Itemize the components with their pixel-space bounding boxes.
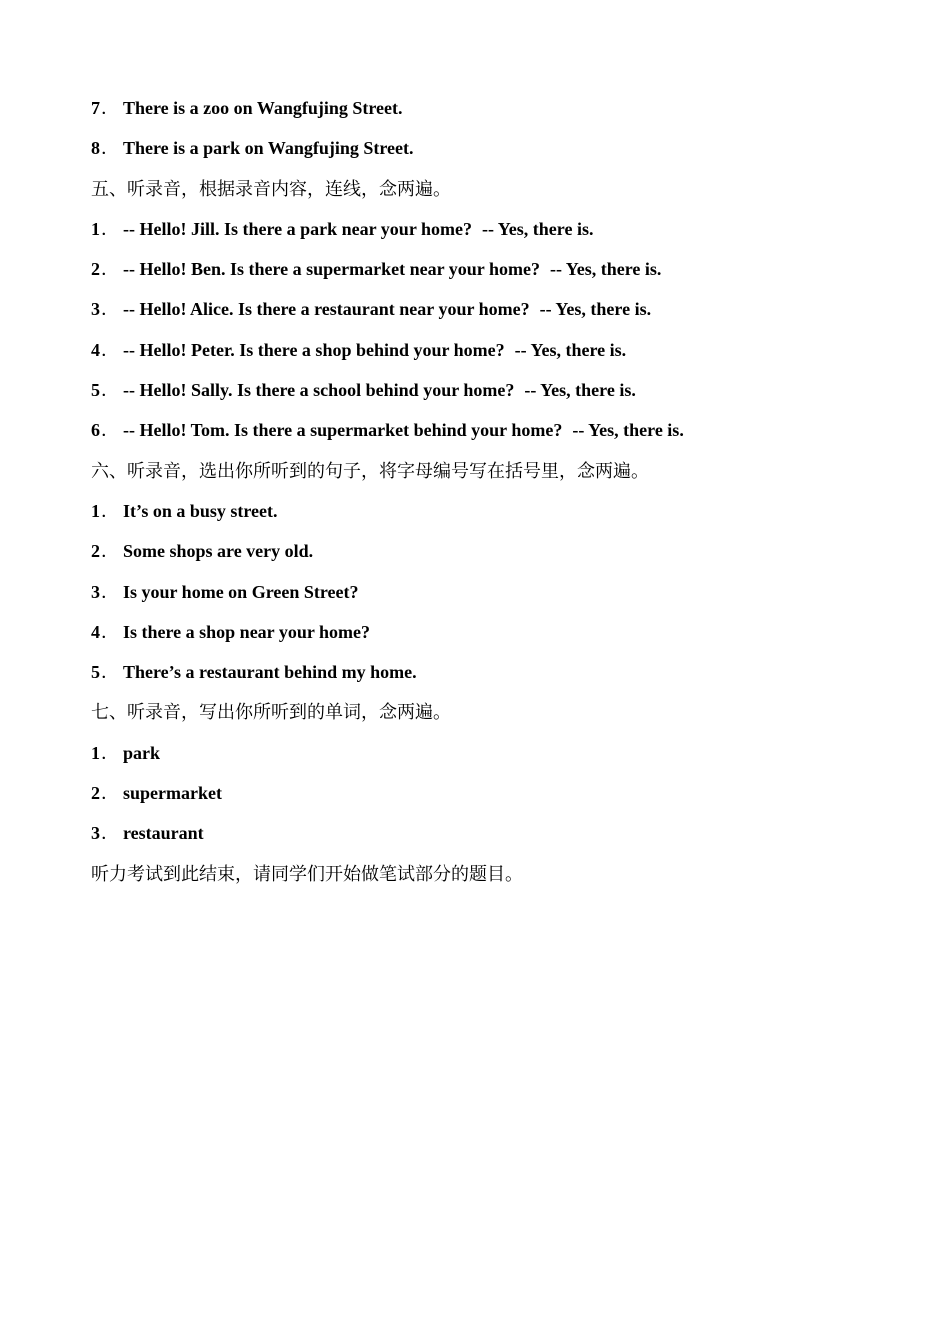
dialog-answer: -- Yes, there is. (481, 218, 594, 239)
dialog-question: -- Hello! Ben. Is there a supermarket near your home? (123, 259, 540, 280)
section-heading: 六、听录音，选出你所听到的句子，将字母编号写在括号里，念两遍。 (91, 460, 649, 481)
item-line (91, 821, 891, 861)
item-text: Some shops are very old. (123, 541, 314, 562)
item-text: park (123, 742, 161, 763)
item-text: It’s on a busy street. (123, 500, 278, 521)
item-line (91, 580, 891, 620)
item-line (91, 136, 891, 176)
item-number: 7 (91, 98, 100, 118)
dialog-line (91, 378, 891, 418)
dialog-line (91, 297, 891, 337)
item-number: 6 (91, 420, 100, 441)
section-heading: 七、听录音，写出你所听到的单词，念两遍。 (91, 702, 451, 723)
item-number: 3 (91, 823, 100, 844)
dialog-line (91, 418, 891, 458)
item-number: 4 (91, 339, 100, 360)
dialog-line (91, 217, 891, 257)
dialog-answer: -- Yes, there is. (514, 339, 627, 360)
item-separator: ． (101, 662, 119, 683)
section-heading: 五、听录音，根据录音内容，连线，念两遍。 (91, 178, 451, 199)
item-separator: ． (101, 783, 119, 804)
item-line (91, 660, 891, 700)
item-line (91, 499, 891, 539)
item-line (91, 741, 891, 781)
item-line (91, 96, 891, 136)
item-text: There is a park on Wangfujing Street. (123, 138, 414, 159)
dialog-answer: -- Yes, there is. (549, 259, 662, 280)
item-separator: ． (101, 380, 119, 401)
document-page (91, 96, 891, 902)
item-line (91, 620, 891, 660)
item-number: 1 (91, 742, 100, 763)
item-number: 1 (91, 500, 100, 521)
item-line (91, 539, 891, 579)
item-separator: ． (101, 299, 119, 320)
item-separator: ． (101, 500, 119, 521)
item-separator: ． (101, 259, 119, 280)
item-separator: ． (101, 581, 119, 602)
dialog-answer: -- Yes, there is. (539, 299, 652, 320)
item-separator: ． (101, 339, 119, 360)
item-text: restaurant (123, 823, 204, 844)
dialog-question: -- Hello! Sally. Is there a school behind your home? (123, 380, 515, 401)
item-line (91, 781, 891, 821)
item-number: 2 (91, 259, 100, 280)
item-number: 2 (91, 783, 100, 804)
dialog-line (91, 338, 891, 378)
item-separator: ． (101, 742, 119, 763)
dialog-answer: -- Yes, there is. (524, 380, 636, 401)
item-separator: ． (101, 420, 119, 441)
item-separator: ． (101, 621, 119, 642)
dialog-question: -- Hello! Peter. Is there a shop behind your home? (123, 339, 505, 360)
item-number: 5 (91, 380, 100, 401)
item-number: 5 (91, 662, 100, 683)
item-separator: ． (101, 541, 119, 562)
dialog-answer: -- Yes, there is. (572, 420, 684, 441)
item-text: There is a zoo on Wangfujing Street. (123, 98, 403, 118)
closing-note: 听力考试到此结束，请同学们开始做笔试部分的题目。 (91, 863, 523, 884)
item-separator: ． (101, 138, 119, 159)
item-number: 3 (91, 581, 100, 602)
item-separator: ． (101, 218, 119, 239)
item-text: There’s a restaurant behind my home. (123, 662, 417, 683)
item-text: Is your home on Green Street? (123, 581, 359, 602)
dialog-question: -- Hello! Jill. Is there a park near your home? (123, 218, 472, 239)
item-separator: ． (101, 98, 119, 118)
item-number: 3 (91, 299, 100, 320)
item-number: 4 (91, 621, 100, 642)
dialog-question: -- Hello! Alice. Is there a restaurant near your home? (123, 299, 530, 320)
item-text: supermarket (123, 783, 222, 804)
dialog-question: -- Hello! Tom. Is there a supermarket behind your home? (123, 420, 563, 441)
item-text: Is there a shop near your home? (123, 621, 371, 642)
item-number: 8 (91, 138, 100, 159)
item-number: 1 (91, 218, 100, 239)
item-number: 2 (91, 541, 100, 562)
dialog-line (91, 257, 891, 297)
item-separator: ． (101, 823, 119, 844)
